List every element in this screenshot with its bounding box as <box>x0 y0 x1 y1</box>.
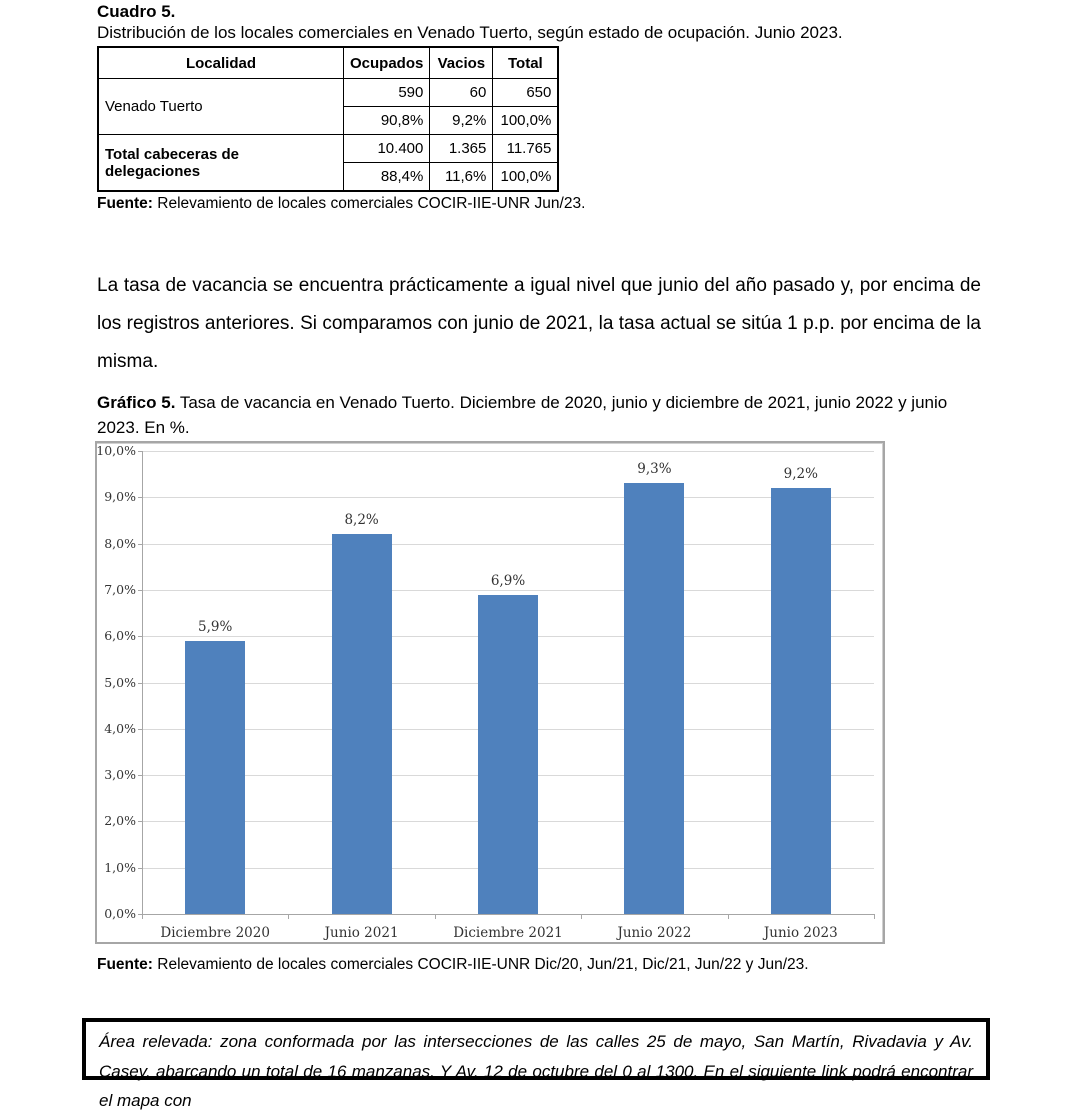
bar-diciembre-2021 <box>478 595 538 914</box>
cell-value: 90,8% <box>344 107 430 135</box>
page-content <box>97 0 985 974</box>
y-tick-label: 7,0% <box>104 581 136 597</box>
x-tick-label: Diciembre 2020 <box>160 925 270 941</box>
chart-source-note <box>97 956 985 974</box>
bar-diciembre-2020 <box>185 641 245 914</box>
cell-value: 100,0% <box>493 107 559 135</box>
x-tickmark <box>581 914 582 919</box>
x-tick-label: Junio 2023 <box>763 925 838 941</box>
header-vacios: Vacios <box>430 47 493 79</box>
vacancy-bar-chart <box>95 441 885 944</box>
surveyed-area-note-box <box>82 1018 990 1110</box>
x-axis-line <box>142 914 875 915</box>
bar-junio-2021 <box>332 534 392 914</box>
bar-value-label: 5,9% <box>198 618 233 635</box>
source-label: Fuente: <box>97 956 153 973</box>
header-localidad: Localidad <box>98 47 344 79</box>
chart-caption-heading: Gráfico 5. <box>97 393 176 412</box>
chart-caption <box>97 390 981 440</box>
y-tick-label: 2,0% <box>104 813 136 829</box>
cell-value: 88,4% <box>344 163 430 192</box>
table-source-note <box>97 195 985 213</box>
y-gridline <box>142 451 874 452</box>
x-tickmark <box>142 914 143 919</box>
cell-value: 590 <box>344 79 430 107</box>
y-gridline <box>142 497 874 498</box>
table-header-row <box>98 47 558 79</box>
cell-value: 11,6% <box>430 163 493 192</box>
y-tick-label: 4,0% <box>104 720 136 736</box>
y-tick-label: 3,0% <box>104 767 136 783</box>
x-tickmark <box>728 914 729 919</box>
table-row <box>98 135 558 163</box>
source-text: Relevamiento de locales comerciales COCIR-IIE-UNR Dic/20, Jun/21, Dic/21, Jun/22 y Jun/23. <box>152 956 809 973</box>
x-tick-label: Junio 2021 <box>324 925 399 941</box>
x-tickmark <box>435 914 436 919</box>
cell-value: 11.765 <box>493 135 559 163</box>
table-heading: Cuadro 5. <box>97 2 176 21</box>
bar-value-label: 9,2% <box>783 466 818 483</box>
y-tick-label: 9,0% <box>104 489 136 505</box>
y-axis-line <box>142 451 143 914</box>
cell-value: 10.400 <box>344 135 430 163</box>
bar-junio-2022 <box>624 483 684 914</box>
y-gridline <box>142 544 874 545</box>
row-label-venado-tuerto: Venado Tuerto <box>98 79 344 135</box>
source-text: Relevamiento de locales comerciales COCIR-IIE-UNR Jun/23. <box>152 195 586 212</box>
y-tick-label: 8,0% <box>104 535 136 551</box>
bar-value-label: 9,3% <box>637 461 672 478</box>
y-tick-label: 6,0% <box>104 628 136 644</box>
y-tick-label: 10,0% <box>96 443 136 458</box>
cell-value: 60 <box>430 79 493 107</box>
y-tick-label: 5,0% <box>104 674 136 690</box>
header-total: Total <box>493 47 559 79</box>
body-paragraph: La tasa de vacancia se encuentra prácticamente a igual nivel que junio del año pasado y, por encima de los registros anteriores. Si comparamos con junio de 2021, la tasa actual se sitúa 1 p.p. por encima de la misma. <box>97 275 981 372</box>
cell-value: 9,2% <box>430 107 493 135</box>
y-tick-label: 1,0% <box>104 859 136 875</box>
occupancy-table <box>97 46 559 192</box>
cell-value: 650 <box>493 79 559 107</box>
x-tickmark <box>288 914 289 919</box>
chart-caption-text: Tasa de vacancia en Venado Tuerto. Diciembre de 2020, junio y diciembre de 2021, junio 2022 y junio 2023. En %. <box>97 393 948 437</box>
bar-value-label: 6,9% <box>490 572 526 589</box>
source-label: Fuente: <box>97 195 153 212</box>
x-tick-label: Junio 2022 <box>617 925 692 941</box>
surveyed-area-text: Área relevada: zona conformada por las intersecciones de las calles 25 de mayo, San Martín, Rivadavia y Av. Casey, abarcando un total de 16 manzanas. Y Av. 12 de octubre del 0 al 1300. En el siguiente link podrá encontrar el mapa con <box>99 1032 973 1110</box>
header-ocupados: Ocupados <box>344 47 430 79</box>
bar-junio-2023 <box>771 488 831 914</box>
cell-value: 1.365 <box>430 135 493 163</box>
cell-value: 100,0% <box>493 163 559 192</box>
bar-value-label: 8,2% <box>344 512 379 529</box>
table-row <box>98 79 558 107</box>
table-caption: Distribución de los locales comerciales en Venado Tuerto, según estado de ocupación. Junio 2023. <box>97 23 843 42</box>
row-label-total-cabeceras: Total cabeceras de delegaciones <box>98 135 344 192</box>
x-tick-label: Diciembre 2021 <box>453 925 563 941</box>
y-gridline <box>142 590 874 591</box>
y-tick-label: 0,0% <box>104 906 136 921</box>
x-tickmark <box>874 914 875 919</box>
